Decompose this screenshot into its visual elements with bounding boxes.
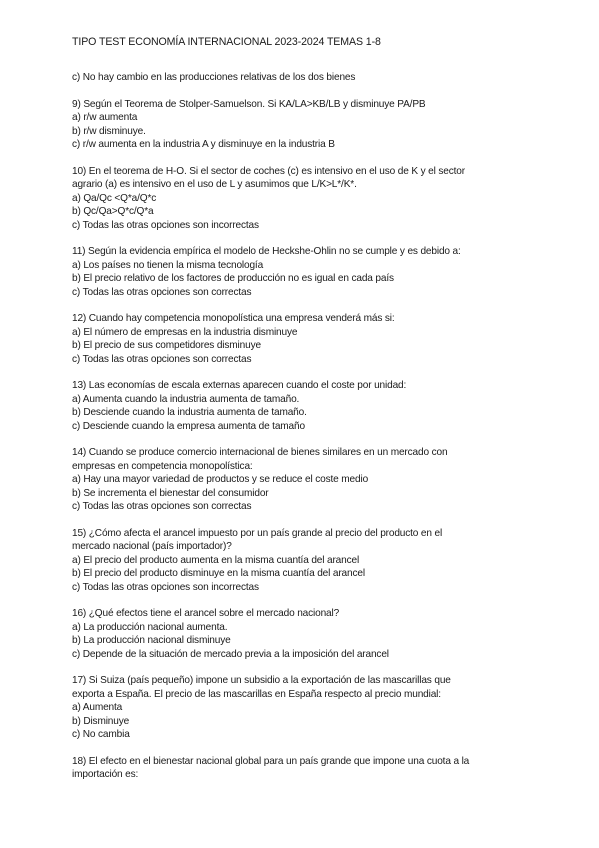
question-stem bbox=[72, 607, 532, 621]
answer-option: a) Hay una mayor variedad de productos y se reduce el coste medio bbox=[72, 474, 369, 485]
question-block bbox=[72, 446, 532, 514]
question-block bbox=[72, 674, 532, 742]
answer-option: b) La producción nacional disminuye bbox=[72, 635, 231, 646]
answer-option: b) El precio relativo de los factores de producción no es igual en cada país bbox=[72, 273, 394, 284]
answer-option: b) Disminuye bbox=[72, 715, 130, 727]
question-text-line: mercado nacional (país importador)? bbox=[72, 541, 232, 552]
question-text-line: 12) Cuando hay competencia monopolística una empresa venderá más si: bbox=[72, 313, 395, 324]
question-block bbox=[72, 165, 532, 233]
answer-option: c) Desciende cuando la empresa aumenta de tamaño bbox=[72, 420, 305, 432]
question-text-line: 13) Las economías de escala externas aparecen cuando el coste por unidad: bbox=[72, 380, 407, 391]
question-block bbox=[72, 245, 532, 299]
answer-option: c) Todas las otras opciones son incorrectas bbox=[72, 219, 259, 231]
answer-option: a) Qa/Qc <Q*a/Q*c bbox=[72, 192, 157, 204]
answer-option: c) No cambia bbox=[72, 729, 130, 740]
answer-option: c) Todas las otras opciones son correctas bbox=[72, 353, 252, 365]
question-text-line: agrario (a) es intensivo en el uso de L y asumimos que L/K>L*/K*. bbox=[72, 179, 357, 190]
question-text-line: 15) ¿Cómo afecta el arancel impuesto por un país grande al precio del producto en el bbox=[72, 527, 443, 539]
previous-question-fragment bbox=[72, 71, 532, 85]
answer-option: a) Los países no tienen la misma tecnología bbox=[72, 259, 264, 271]
answer-option: c) Depende de la situación de mercado previa a la imposición del arancel bbox=[72, 648, 389, 660]
question-text-line: 17) Si Suiza (país pequeño) impone un subsidio a la exportación de las mascarillas que bbox=[72, 675, 451, 686]
question-stem bbox=[72, 379, 532, 393]
answer-option: b) Desciende cuando la industria aumenta de tamaño. bbox=[72, 407, 307, 418]
answer-option: b) Qc/Qa>Q*c/Q*a bbox=[72, 206, 154, 217]
question-stem bbox=[72, 165, 532, 192]
question-text-line: 10) En el teorema de H-O. Si el sector de coches (c) es intensivo en el uso de K y el sector bbox=[72, 165, 465, 177]
answer-option: c) Todas las otras opciones son correctas bbox=[72, 286, 252, 298]
question-text-line: 18) El efecto en el bienestar nacional global para un país grande que impone una cuota a la bbox=[72, 755, 470, 767]
answer-option: c) Todas las otras opciones son correctas bbox=[72, 501, 252, 512]
question-stem bbox=[72, 245, 532, 259]
answer-option: a) El número de empresas en la industria disminuye bbox=[72, 326, 298, 338]
question-block bbox=[72, 312, 532, 366]
document-body bbox=[72, 71, 532, 795]
answer-option: c) r/w aumenta en la industria A y disminuye en la industria B bbox=[72, 139, 335, 150]
answer-option: a) Aumenta cuando la industria aumenta de tamaño. bbox=[72, 393, 300, 405]
answer-option: a) r/w aumenta bbox=[72, 112, 138, 123]
question-stem bbox=[72, 98, 532, 112]
question-block bbox=[72, 607, 532, 661]
answer-option: a) La producción nacional aumenta. bbox=[72, 621, 228, 633]
question-stem bbox=[72, 446, 532, 473]
question-text-line: 16) ¿Qué efectos tiene el arancel sobre el mercado nacional? bbox=[72, 608, 340, 619]
question-text-line: 14) Cuando se produce comercio internacional de bienes similares en un mercado con bbox=[72, 447, 448, 458]
question-block bbox=[72, 755, 532, 782]
question-block bbox=[72, 379, 532, 433]
question-text-line: empresas en competencia monopolística: bbox=[72, 460, 253, 472]
answer-option: a) El precio del producto aumenta en la misma cuantía del arancel bbox=[72, 554, 360, 566]
question-stem bbox=[72, 755, 532, 782]
question-stem bbox=[72, 312, 532, 326]
question-block bbox=[72, 98, 532, 152]
question-stem bbox=[72, 674, 532, 701]
question-block bbox=[72, 527, 532, 595]
answer-option: b) El precio de sus competidores disminuye bbox=[72, 340, 261, 351]
question-stem bbox=[72, 527, 532, 554]
question-text-line: exporta a España. El precio de las mascarillas en España respecto al precio mundial: bbox=[72, 688, 441, 700]
answer-option: b) r/w disminuye. bbox=[72, 125, 146, 137]
answer-option: c) No hay cambio en las producciones relativas de los dos bienes bbox=[72, 72, 356, 83]
answer-option: b) El precio del producto disminuye en la misma cuantía del arancel bbox=[72, 568, 365, 579]
answer-option: b) Se incrementa el bienestar del consumidor bbox=[72, 487, 269, 499]
answer-option: a) Aumenta bbox=[72, 702, 123, 713]
question-text-line: importación es: bbox=[72, 769, 139, 780]
question-text-line: 9) Según el Teorema de Stolper-Samuelson. Si KA/LA>KB/LB y disminuye PA/PB bbox=[72, 98, 426, 110]
question-text-line: 11) Según la evidencia empírica el modelo de Heckshe-Ohlin no se cumple y es debido a: bbox=[72, 246, 461, 257]
document-title: TIPO TEST ECONOMÍA INTERNACIONAL 2023-2024 TEMAS 1-8 bbox=[72, 36, 381, 48]
answer-option: c) Todas las otras opciones son incorrectas bbox=[72, 581, 259, 593]
